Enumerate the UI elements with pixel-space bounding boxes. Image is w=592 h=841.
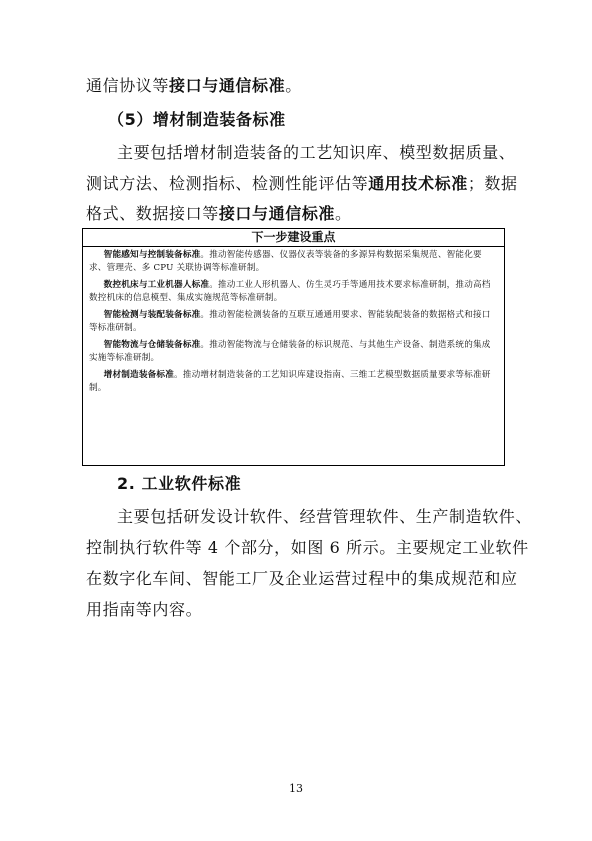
box-body (83, 247, 504, 395)
page-number: 13 (289, 782, 303, 795)
box-paragraph-text: 。推动智能物流与仓储装备的标识规范、与其他生产设备、制造系统的集成实施等标准研制。 (89, 340, 491, 363)
box-paragraph-lead: 智能检测与装配装备标准 (103, 310, 201, 320)
section5-end-3: 。 (335, 204, 352, 223)
section5-line-1 (117, 143, 515, 163)
intro-bold-text: 接口与通信标准 (169, 76, 286, 95)
box-title: 下一步建设重点 (83, 229, 504, 247)
box-paragraph-text: 。推动智能检测装备的互联互通通用要求、智能装配装备的数据格式和接口等标准研制。 (89, 310, 491, 333)
section2-line-3: 在数字化车间、智能工厂及企业运营过程中的集成规范和应 (86, 569, 518, 588)
box-paragraph (89, 309, 498, 335)
intro-end: 。 (285, 76, 302, 95)
box-paragraph (89, 369, 498, 395)
box-paragraph-text: 。推动智能传感器、仪器仪表等装备的多源异构数据采集规范、智能化要求、管理壳、多 CPU 关联协调等标准研制。 (89, 250, 482, 273)
section5-bold-3: 接口与通信标准 (218, 204, 336, 223)
section5-text-2: 测试方法、检测指标、检测性能评估等 (86, 174, 369, 193)
box-paragraph-lead: 增材制造装备标准 (103, 370, 175, 380)
box-paragraph-lead: 智能感知与控制装备标准 (103, 250, 201, 260)
box-paragraph-lead: 数控机床与工业机器人标准 (103, 280, 210, 290)
section2-line-4: 用指南等内容。 (86, 600, 203, 619)
box-paragraph-text: 。推动增材制造装备的工艺知识库建设指南、三维工艺模型数据质量要求等标准研制。 (89, 370, 491, 393)
box-paragraph (89, 249, 498, 275)
box-paragraph-text: 。推动工业人形机器人、仿生灵巧手等通用技术要求标准研制，推动高档数控机床的信息模型、集成实施规范等标准研制。 (89, 280, 491, 303)
box-paragraph-lead: 智能物流与仓储装备标准 (103, 340, 201, 350)
section5-bold-2: 通用技术标准 (368, 174, 468, 193)
section5-line-3 (86, 204, 352, 224)
intro-text: 通信协议等 (86, 76, 170, 95)
section5-heading: （5）增材制造装备标准 (108, 110, 286, 129)
section5-text-1: 主要包括增材制造装备的工艺知识库、模型数据质量、 (117, 143, 516, 162)
box-paragraph (89, 279, 498, 305)
section2-heading: 2. 工业软件标准 (117, 474, 242, 493)
section5-line-2 (86, 174, 518, 194)
section2-line-2: 控制执行软件等 4 个部分，如图 6 所示。主要规定工业软件 (86, 538, 529, 557)
section5-text-3: 格式、数据接口等 (86, 204, 219, 223)
key-points-box (82, 228, 505, 466)
intro-line (86, 76, 302, 96)
section5-end-2: ；数据 (467, 174, 518, 193)
box-paragraph (89, 339, 498, 365)
section2-line-1: 主要包括研发设计软件、经营管理软件、生产制造软件、 (117, 507, 533, 526)
